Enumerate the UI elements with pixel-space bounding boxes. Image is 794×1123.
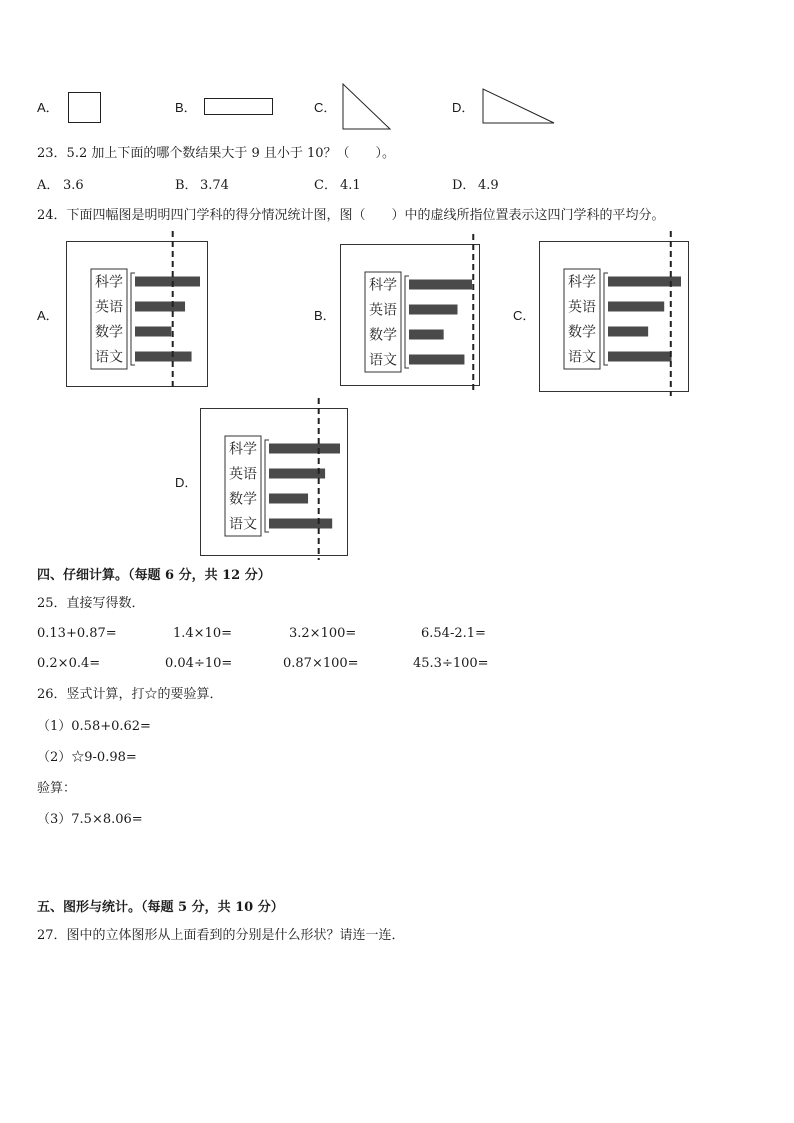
subject-bar <box>409 280 472 290</box>
subject-bar <box>269 469 325 479</box>
q25-r1-c3: 3.2×100= <box>289 626 357 641</box>
q24-panel-c-label: C． <box>513 308 536 323</box>
panel-frame <box>67 242 208 387</box>
q25-r2-c3: 0.87×100= <box>283 656 359 671</box>
bracket <box>405 276 409 368</box>
subject-label: 英语 <box>369 302 397 319</box>
q24-panel-d-chart <box>200 408 348 556</box>
q26-title: 26．竖式计算，打☆的要验算． <box>37 687 223 702</box>
q23-question: 23．5.2 加上下面的哪个数结果大于 9 且小于 10？（ ）。 <box>37 146 396 161</box>
subject-label: 英语 <box>568 299 596 316</box>
subject-bar <box>269 444 340 454</box>
q22-option-b-label: B． <box>175 100 197 115</box>
subject-label: 科学 <box>369 277 397 294</box>
rectangle-shape <box>204 98 274 116</box>
subject-label: 科学 <box>568 274 596 291</box>
q22-option-c-label: C． <box>314 100 337 115</box>
q24-panel-b-label: B． <box>314 308 336 323</box>
q24-panel-a-chart <box>66 241 208 387</box>
q25-r1-c4: 6.54-2.1= <box>421 626 486 641</box>
q26-check-label: 验算： <box>37 781 77 796</box>
subject-label: 科学 <box>95 274 123 291</box>
q25-r2-c1: 0.2×0.4= <box>37 656 101 671</box>
subject-bar <box>135 352 192 362</box>
subject-label: 英语 <box>229 466 257 483</box>
q23-option-a-text: 3.6 <box>63 178 84 193</box>
subject-bar <box>409 330 444 340</box>
subject-label: 语文 <box>369 352 397 369</box>
subject-bar <box>608 352 672 362</box>
subject-bar <box>409 355 464 365</box>
square-shape <box>68 92 102 124</box>
subject-bar <box>135 302 185 312</box>
subject-bar <box>269 519 332 529</box>
q25-r2-c4: 45.3÷100= <box>413 656 489 671</box>
q24-panel-c-chart <box>539 241 689 392</box>
q24-question: 24．下面四幅图是明明四门学科的得分情况统计图，图（ ）中的虚线所指位置表示这四门学科的平均分。 <box>37 208 665 223</box>
subject-bar <box>409 305 458 315</box>
q27-question: 27．图中的立体图形从上面看到的分别是什么形状？请连一连． <box>37 928 405 943</box>
q26-item-2: （2）☆9-0.98= <box>37 750 137 765</box>
q23-option-a-label: A． <box>37 178 60 193</box>
subject-label: 数学 <box>95 324 123 341</box>
q25-title: 25．直接写得数． <box>37 596 145 611</box>
q23-option-b-text: 3.74 <box>200 178 229 193</box>
q23-option-b-label: B． <box>175 178 198 193</box>
panel-frame <box>201 409 348 556</box>
q23-option-c-label: C． <box>314 178 337 193</box>
q25-r2-c2: 0.04÷10= <box>165 656 233 671</box>
subject-bar <box>135 327 171 337</box>
subject-label: 数学 <box>568 324 596 341</box>
panel-frame <box>540 242 689 392</box>
q24-panel-a-label: A． <box>37 308 59 323</box>
q26-item-3: （3）7.5×8.06= <box>37 812 143 827</box>
right-triangle-tall-shape <box>342 83 392 131</box>
q22-option-a-label: A． <box>37 100 59 115</box>
subject-label: 语文 <box>95 349 123 366</box>
bracket <box>131 273 135 365</box>
q23-option-d-text: 4.9 <box>478 178 499 193</box>
subject-bar <box>269 494 308 504</box>
q25-r1-c1: 0.13+0.87= <box>37 626 117 641</box>
subject-label: 科学 <box>229 441 257 458</box>
subject-label: 数学 <box>229 491 257 508</box>
q24-panel-d-label: D． <box>175 475 198 490</box>
section4-heading: 四、仔细计算。（每题 6 分，共 12 分） <box>37 568 271 583</box>
q25-r1-c2: 1.4×10= <box>173 626 233 641</box>
q23-option-c-text: 4.1 <box>340 178 361 193</box>
bracket <box>265 440 269 532</box>
q22-option-d-label: D． <box>452 100 475 115</box>
q26-item-1: （1）0.58+0.62= <box>37 719 151 734</box>
bracket <box>604 273 608 365</box>
q24-panel-b-chart <box>340 244 480 386</box>
subject-bar <box>608 327 648 337</box>
subject-bar <box>608 302 664 312</box>
subject-label: 数学 <box>369 327 397 344</box>
section5-heading: 五、图形与统计。（每题 5 分，共 10 分） <box>37 900 284 915</box>
q23-option-d-label: D． <box>452 178 476 193</box>
subject-label: 语文 <box>229 516 257 533</box>
subject-label: 英语 <box>95 299 123 316</box>
subject-label: 语文 <box>568 349 596 366</box>
subject-bar <box>135 277 200 287</box>
right-triangle-wide-shape <box>482 88 556 126</box>
